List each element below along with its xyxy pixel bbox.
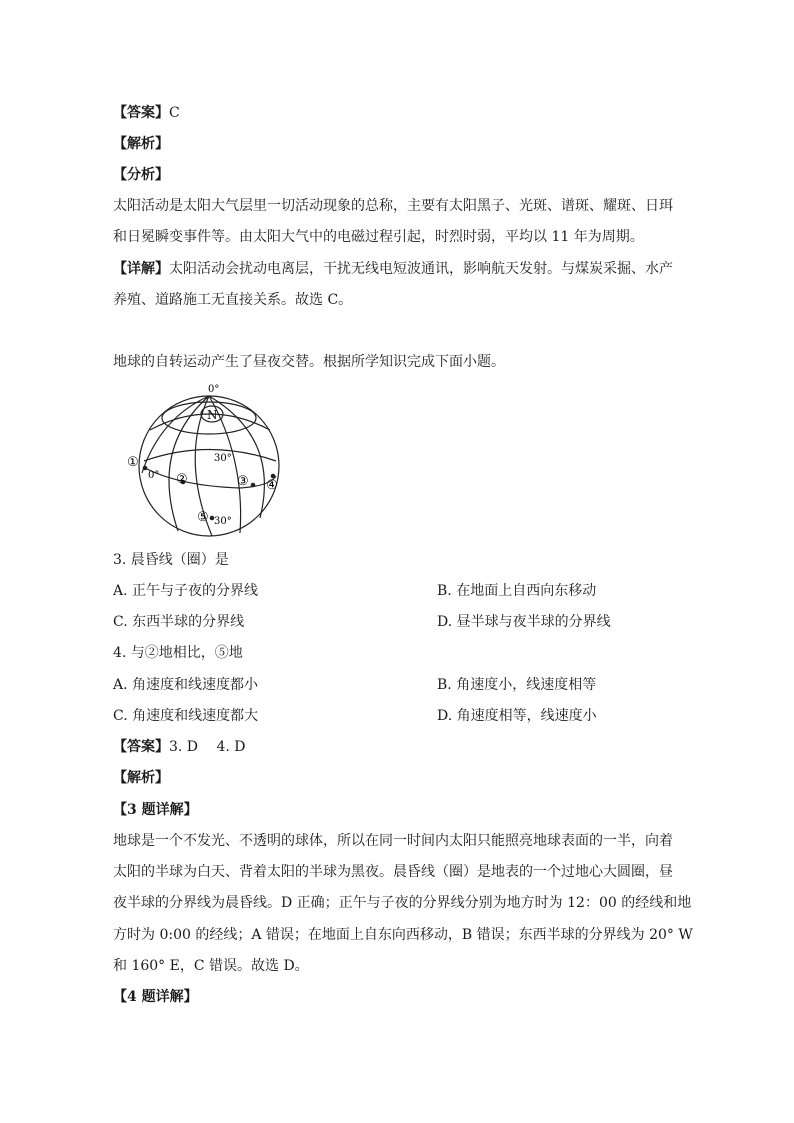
mark-3: ③ bbox=[237, 474, 249, 489]
detail-line-1 bbox=[113, 259, 673, 279]
q3-option-d: D. 昼半球与夜半球的分界线 bbox=[437, 614, 611, 630]
answer-value: C bbox=[169, 105, 180, 121]
mark-4: ④ bbox=[266, 478, 278, 493]
answer-line-1 bbox=[113, 103, 180, 123]
label-0-top: 0° bbox=[208, 384, 220, 395]
label-30-lower: 30° bbox=[214, 516, 232, 527]
answer-tag-2: 【答案】 bbox=[113, 739, 169, 755]
q3-detail-line-2: 太阳的半球为白天、背着太阳的半球为黑夜。晨昏线（圈）是地表的一个过地心大圆圈，昼 bbox=[113, 864, 673, 880]
label-30-upper: 30° bbox=[214, 453, 232, 464]
q4-option-b: B. 角速度小，线速度相等 bbox=[437, 677, 597, 693]
q3-option-b: B. 在地面上自西向东移动 bbox=[437, 583, 597, 599]
q3-stem: 3. 晨昏线（圈）是 bbox=[113, 552, 229, 568]
mark-5: ⑤ bbox=[197, 510, 209, 525]
q3-option-a: A. 正午与子夜的分界线 bbox=[113, 583, 259, 599]
q3-detail-line-3: 夜半球的分界线为晨昏线。D 正确；正午与子夜的分界线分别为地方时为 12：00 的经线和地 bbox=[113, 895, 692, 911]
q3-detail-line-1: 地球是一个不发光、不透明的球体，所以在同一时间内太阳只能照亮地球表面的一半，向着 bbox=[113, 833, 673, 849]
globe-figure bbox=[120, 378, 300, 542]
q3-detail-tag: 【3 题详解】 bbox=[113, 802, 198, 818]
mark-1: ① bbox=[127, 455, 139, 470]
analysis-tag-2: 【解析】 bbox=[113, 770, 169, 786]
fenxi-tag: 【分析】 bbox=[113, 167, 169, 183]
q4-option-d: D. 角速度相等，线速度小 bbox=[437, 708, 597, 724]
mark-2: ② bbox=[176, 472, 188, 487]
answer-value-2: 3. D 4. D bbox=[169, 739, 246, 755]
fenxi-line-1: 太阳活动是太阳大气层里一切活动现象的总称，主要有太阳黑子、光斑、谱斑、耀斑、日珥 bbox=[113, 198, 673, 214]
fenxi-line-2: 和日冕瞬变事件等。由太阳大气中的电磁过程引起，时烈时弱，平均以 11 年为周期。 bbox=[113, 229, 644, 245]
detail-line-2: 养殖、道路施工无直接关系。故选 C。 bbox=[113, 292, 353, 308]
label-n: N bbox=[207, 408, 218, 422]
analysis-tag: 【解析】 bbox=[113, 136, 169, 152]
label-0-left: 0° bbox=[148, 470, 160, 481]
answer-tag: 【答案】 bbox=[113, 105, 169, 121]
q3-detail-line-4: 方时为 0:00 的经线；A 错误；在地面上自东向西移动，B 错误；东西半球的分界线为 20° W bbox=[113, 927, 693, 943]
q3-detail-line-5: 和 160° E，C 错误。故选 D。 bbox=[113, 958, 309, 974]
intro-text: 地球的自转运动产生了昼夜交替。根据所学知识完成下面小题。 bbox=[113, 354, 505, 370]
q3-option-c: C. 东西半球的分界线 bbox=[113, 614, 245, 630]
q4-option-c: C. 角速度和线速度都大 bbox=[113, 708, 259, 724]
q4-detail-tag: 【4 题详解】 bbox=[113, 989, 198, 1005]
answer-line-2 bbox=[113, 737, 246, 757]
detail-tag: 【详解】 bbox=[113, 261, 169, 277]
detail-text-1: 太阳活动会扰动电离层，干扰无线电短波通讯，影响航天发射。与煤炭采掘、水产 bbox=[169, 261, 673, 277]
q4-option-a: A. 角速度和线速度都小 bbox=[113, 677, 259, 693]
q4-stem: 4. 与②地相比，⑤地 bbox=[113, 645, 243, 661]
